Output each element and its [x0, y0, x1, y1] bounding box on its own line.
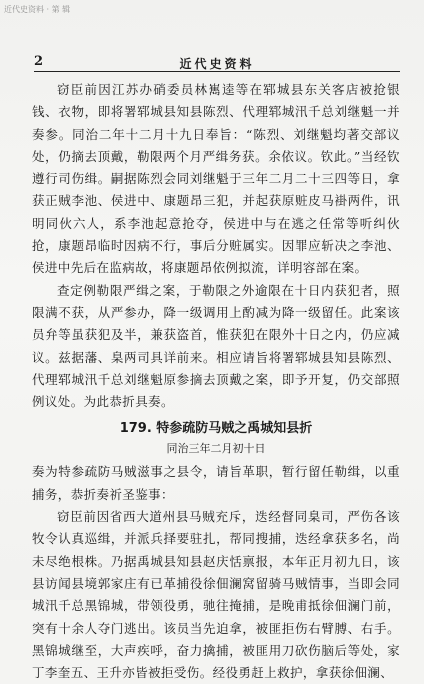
document-body [32, 79, 400, 684]
paragraph: 查定例勒限严缉之案，于勒限之外逾限在十日内获犯者，照限满不获，从严参办，降一级调用上酌减为降一级留任。此案该员弁等虽获犯及半，兼获盗首，惟获犯在限外十日之内，仍应减议。兹据藩、臬两司具详前来。相应请旨将署郓城县知县陈烈、代理郓城汛千总刘继魁原参摘去顶戴之案，即予开复，仍交部照例议处。为此恭折具奏。 [32, 282, 400, 410]
paragraph: 窃臣前因江苏办硝委员林嶲逵等在郓城县东关客店被抢银钱、衣物，即将署郓城县知县陈烈、代理郓城汛千总刘继魁一并奏参。同治二年十二月十九日奉旨：“陈烈、刘继魁均著交部议处，仍摘去顶戴，勒限两个月严缉务获。余依议。钦此。”当经钦遵行司伤缉。嗣据陈烈会同刘继魁于三年二月二十三四等日，拿获正贼李池、侯进中、康题昂三犯，并起获原赃皮马褂两件，讯明同伙六人，系李池起意抢夺，侯进中与在逃之任常等听纠伙抢，康题昂临时因病不行，事后分赃属实。因罪应斩决之李池、侯进中先后在监病故，将康题昂依例拟流，详明容部在案。 [32, 82, 400, 276]
journal-title: 近代史资料 [179, 57, 255, 71]
paragraph: 奏为特参疏防马贼滋事之县令，请旨革职，暂行留任勒缉，以重捕务，恭折奏祈圣鉴事： [32, 464, 400, 502]
paragraph: 窃臣前因省西大道州县马贼充斥，迭经督同臬司，严伤各该牧令认真巡缉，并派兵择要驻扎，帮同搜捕，迭经拿获多名，尚未尽绝根株。乃据禹城县知县赵庆恬禀报，本年正月初九日，该县访闻县境郭家庄有已革捕役徐佃澜窝留骑马贼情事，当即会同城汛千总黑锦城，带领役勇，驰往掩捕，是晚甫抵徐佃澜门前，突有十余人夺门逃出。该员当先迫拿，被匪拒伤右臂膊、右手。黑锦城继至，大声疾呼，奋力擒捕，被匪用刀砍伤脑后等处，家丁李奎五、王升亦皆被拒受伤。经役勇赶上救护，拿获徐佃澜、 [32, 509, 400, 681]
section-date: 同治三年二月初十日 [166, 442, 266, 456]
page-header [34, 55, 400, 72]
section-title: 179. 特参疏防马贼之禹城知县折 [119, 421, 313, 437]
watermark-text: 近代史资料 · 第 辑 [4, 5, 71, 14]
page-number: 2 [34, 54, 44, 69]
